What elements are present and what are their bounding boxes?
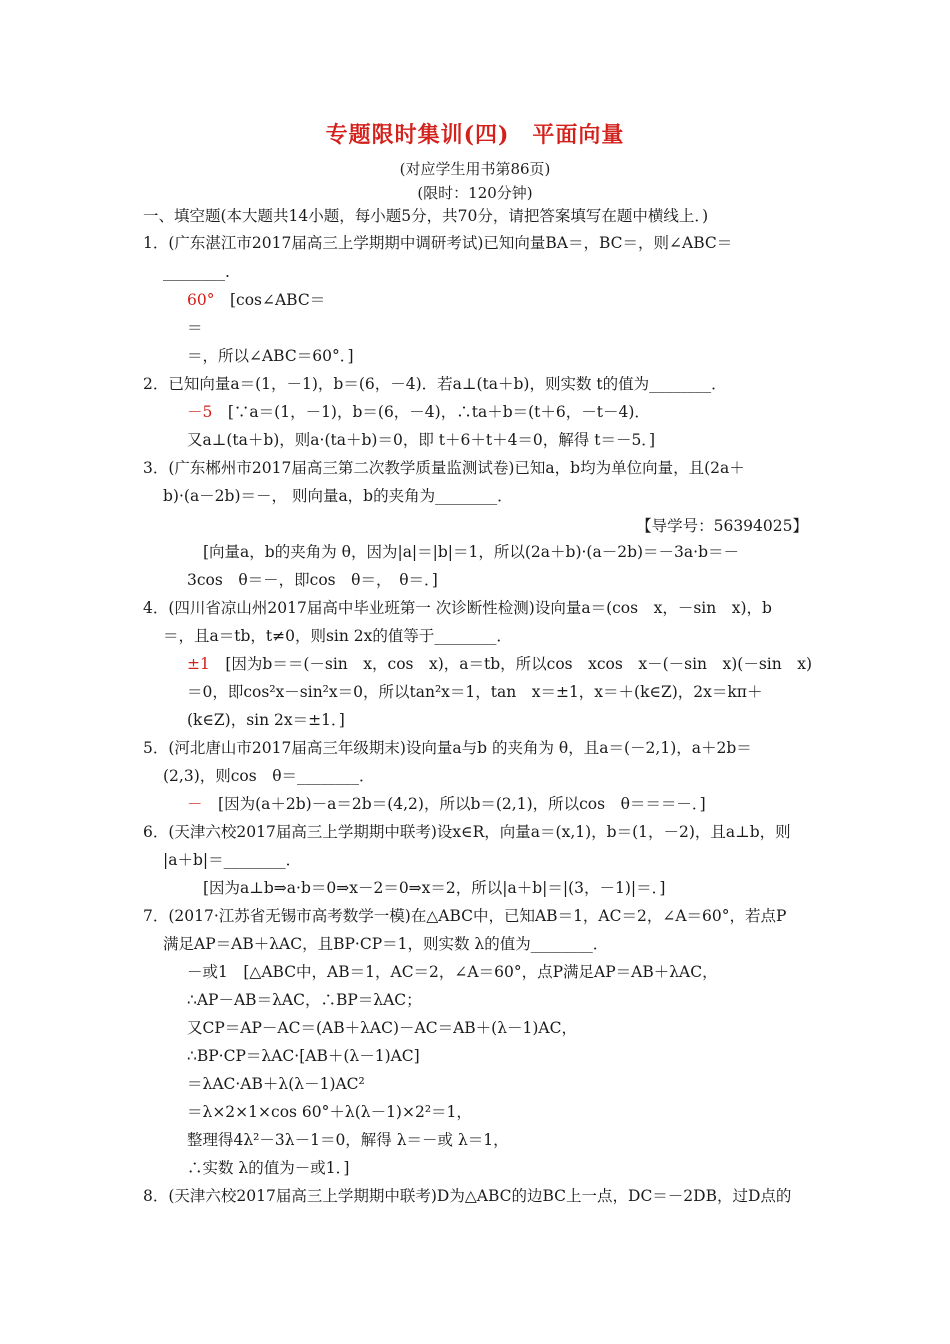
q4-line-1: 4．(四川省凉山州2017届高中毕业班第一 次诊断性检测)设向量a＝(cos x，－sin x)，b	[143, 599, 772, 617]
q4-line-2: ＝，且a＝tb，t≠0，则sin 2x的值等于________．	[163, 627, 512, 645]
q2-answer: －5	[187, 403, 213, 421]
subtitle: (对应学生用书第86页)	[399, 160, 551, 178]
q1-line-2: ________.	[163, 263, 230, 281]
page-title: 专题限时集训(四) 平面向量	[325, 122, 625, 148]
section-heading: 一、填空题(本大题共14小题，每小题5分，共70分，请把答案填写在题中横线上．)	[143, 207, 709, 225]
q1-solution-1: [cos∠ABC＝	[214, 291, 326, 309]
q4-answer-line	[187, 654, 812, 674]
q7-line-2: 满足AP＝AB＋λAC，且BP·CP＝1，则实数 λ的值为________．	[163, 935, 609, 953]
q7-solution-2: ∴AP－AB＝λAC，∴BP＝λAC；	[187, 991, 422, 1009]
q4-solution-2: ＝0，即cos²x－sin²x＝0，所以tan²x＝1，tan x＝±1，x＝＋(k∈Z)，2x＝kπ＋	[187, 683, 763, 701]
q4-solution-3: (k∈Z)，sin 2x＝±1．]	[187, 711, 345, 729]
q5-line-1: 5．(河北唐山市2017届高三年级期末)设向量a与b 的夹角为 θ，且a＝(－2,1)，a＋2b＝	[143, 739, 752, 757]
q1-solution-3: ＝，所以∠ABC＝60°．]	[187, 347, 354, 365]
q1-solution-2: ＝	[187, 319, 203, 337]
q1-answer-line	[187, 290, 325, 310]
q3-solution-2: 3cos θ＝－，即cos θ＝， θ＝．]	[187, 571, 438, 589]
q7-solution-3: 又CP＝AP－AC＝(AB＋λAC)－AC＝AB＋(λ－1)AC，	[187, 1019, 577, 1037]
time-limit: (限时：120分钟)	[417, 184, 533, 202]
q3-line-2: b)·(a－2b)＝－， 则向量a，b的夹角为________．	[163, 487, 513, 505]
q8-line-1: 8．(天津六校2017届高三上学期期中联考)D为△ABC的边BC上一点，DC＝－2DB，过D点的	[143, 1187, 792, 1205]
q3-line-1: 3．(广东郴州市2017届高三第二次教学质量监测试卷)已知a，b均为单位向量，且(2a＋	[143, 459, 745, 477]
q7-solution-4: ∴BP·CP＝λAC·[AB＋(λ－1)AC]	[187, 1047, 420, 1065]
q5-answer: －	[187, 795, 203, 813]
guide-number: 【导学号：56394025】	[636, 517, 808, 535]
q7-solution-7: 整理得4λ²－3λ－1＝0，解得 λ＝－或 λ＝1，	[187, 1131, 509, 1149]
q6-solution-1: [因为a⊥b⇒a·b＝0⇒x－2＝0⇒x＝2，所以|a＋b|＝|(3，－1)|＝．]	[203, 879, 666, 897]
q5-answer-line	[187, 794, 706, 814]
q6-line-2: |a＋b|＝________．	[163, 851, 302, 869]
q3-solution-1: [向量a，b的夹角为 θ，因为|a|＝|b|＝1，所以(2a＋b)·(a－2b)＝－3a·b＝－	[203, 543, 740, 561]
q2-solution-1: [∵a＝(1，－1)，b＝(6，－4)，∴ta＋b＝(t＋6，－t－4)．	[212, 403, 650, 421]
q5-solution-1: [因为(a＋2b)－a＝2b＝(4,2)，所以b＝(2,1)，所以cos θ＝＝＝－．]	[202, 795, 706, 813]
q4-answer: ±1	[187, 655, 210, 673]
q7-solution-6: ＝λ×2×1×cos 60°＋λ(λ－1)×2²＝1，	[187, 1103, 472, 1121]
q7-line-1: 7．(2017·江苏省无锡市高考数学一模)在△ABC中，已知AB＝1，AC＝2，∠A＝60°，若点P	[143, 907, 787, 925]
q5-line-2: (2,3)，则cos θ＝________．	[163, 767, 375, 785]
q6-line-1: 6．(天津六校2017届高三上学期期中联考)设x∈R，向量a＝(x,1)，b＝(1，－2)，且a⊥b，则	[143, 823, 791, 841]
q2-line-1: 2．已知向量a＝(1，－1)，b＝(6，－4)．若a⊥(ta＋b)，则实数 t的值为________．	[143, 375, 727, 393]
q1-answer: 60°	[187, 291, 215, 309]
q4-solution-1: [因为b＝＝(－sin x，cos x)，a＝tb，所以cos xcos x－(－sin x)(－sin x)	[209, 655, 813, 673]
q1-line-1: 1．(广东湛江市2017届高三上学期期中调研考试)已知向量BA＝，BC＝，则∠ABC＝	[143, 234, 733, 252]
q7-solution-1: －或1 [△ABC中，AB＝1，AC＝2，∠A＝60°，点P满足AP＝AB＋λAC，	[187, 963, 718, 981]
q2-solution-2: 又a⊥(ta＋b)，则a·(ta＋b)＝0，即 t＋6＋t＋4＝0，解得 t＝－5．]	[187, 431, 656, 449]
q7-solution-8: ∴实数 λ的值为－或1．]	[187, 1159, 350, 1177]
q2-answer-line	[187, 402, 650, 422]
q7-solution-5: ＝λAC·AB＋λ(λ－1)AC²	[187, 1075, 365, 1093]
